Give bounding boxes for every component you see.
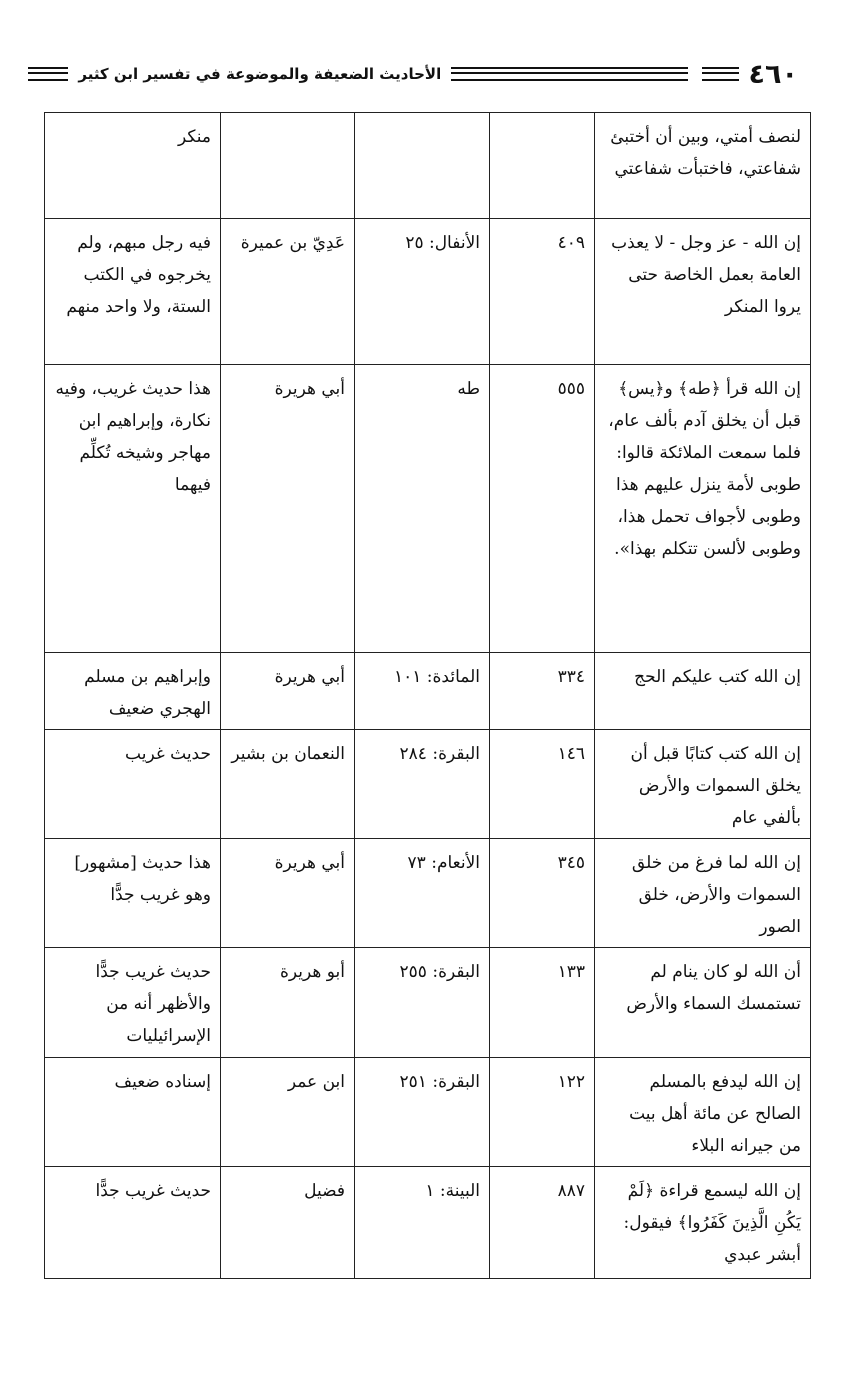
hadith-number: [490, 113, 595, 219]
table-row: [45, 730, 811, 839]
hadith-grade: هذا حديث غريب، وفيه نكارة، وإبراهيم ابن مهاجر وشيخه تُكلِّم فيهما: [45, 365, 221, 653]
hadith-text: إن الله ليسمع قراءة ﴿لَمْ يَكُنِ الَّذِينَ كَفَرُوا﴾ فيقول: أبشر عبدي: [595, 1167, 811, 1279]
page-header: [28, 56, 798, 92]
hadith-text: إن الله قرأ ﴿طه﴾ و﴿يس﴾ قبل أن يخلق آدم بألف عام، فلما سمعت الملائكة قالوا: طوبى لأمة ينزل عليهم هذا وطوبى لأجواف تحمل هذا، وطوبى لألسن تتكلم بهذا».: [595, 365, 811, 653]
narrator: ابن عمر: [221, 1058, 355, 1167]
verse-reference: الأنفال: ٢٥: [355, 219, 490, 365]
narrator: أبي هريرة: [221, 839, 355, 948]
hadith-grade: حديث غريب جدًّا: [45, 1167, 221, 1279]
verse-reference: البينة: ١: [355, 1167, 490, 1279]
hadith-text: إن الله كتب عليكم الحج: [595, 653, 811, 730]
hadith-table: [44, 112, 811, 1279]
hadith-number: ١٤٦: [490, 730, 595, 839]
hadith-number: ١٢٢: [490, 1058, 595, 1167]
hadith-grade: وإبراهيم بن مسلم الهجري ضعيف: [45, 653, 221, 730]
narrator: أبي هريرة: [221, 653, 355, 730]
hadith-grade: حديث غريب جدًّا والأظهر أنه من الإسرائيليات: [45, 948, 221, 1058]
header-rule-short: [702, 67, 739, 81]
verse-reference: البقرة: ٢٥١: [355, 1058, 490, 1167]
verse-reference: البقرة: ٢٨٤: [355, 730, 490, 839]
header-rule-end: [28, 67, 68, 81]
narrator: النعمان بن بشير: [221, 730, 355, 839]
hadith-number: ٣٣٤: [490, 653, 595, 730]
hadith-number: ٤٠٩: [490, 219, 595, 365]
hadith-grade: إسناده ضعيف: [45, 1058, 221, 1167]
verse-reference: [355, 113, 490, 219]
hadith-number: ٥٥٥: [490, 365, 595, 653]
narrator: أبي هريرة: [221, 365, 355, 653]
table-row: [45, 219, 811, 365]
hadith-grade: هذا حديث [مشهور] وهو غريب جدًّا: [45, 839, 221, 948]
narrator: عَدِيّ بن عميرة: [221, 219, 355, 365]
book-title: الأحاديث الضعيفة والموضوعة في تفسير ابن كثير: [78, 65, 442, 83]
table-row: [45, 948, 811, 1058]
hadith-text: إن الله كتب كتابًا قبل أن يخلق السموات والأرض بألفي عام: [595, 730, 811, 839]
hadith-number: ١٣٣: [490, 948, 595, 1058]
narrator: أبو هريرة: [221, 948, 355, 1058]
table-row: [45, 365, 811, 653]
hadith-text: إن الله ليدفع بالمسلم الصالح عن مائة أهل بيت من جيرانه البلاء: [595, 1058, 811, 1167]
hadith-grade: فيه رجل مبهم، ولم يخرجوه في الكتب الستة، ولا واحد منهم: [45, 219, 221, 365]
verse-reference: البقرة: ٢٥٥: [355, 948, 490, 1058]
table-row: [45, 653, 811, 730]
verse-reference: المائدة: ١٠١: [355, 653, 490, 730]
verse-reference: الأنعام: ٧٣: [355, 839, 490, 948]
page-number: ٤٦٠: [748, 58, 798, 90]
table-row: [45, 839, 811, 948]
table-row: [45, 1167, 811, 1279]
hadith-number: ٣٤٥: [490, 839, 595, 948]
hadith-text: إن الله - عز وجل - لا يعذب العامة بعمل الخاصة حتى يروا المنكر: [595, 219, 811, 365]
hadith-text: أن الله لو كان ينام لم تستمسك السماء والأرض: [595, 948, 811, 1058]
header-rule-middle: [451, 67, 688, 81]
hadith-grade: حديث غريب: [45, 730, 221, 839]
hadith-text: لنصف أمتي، وبين أن أختبئ شفاعتي، فاختبأت شفاعتي: [595, 113, 811, 219]
narrator: فضيل: [221, 1167, 355, 1279]
hadith-text: إن الله لما فرغ من خلق السموات والأرض، خلق الصور: [595, 839, 811, 948]
hadith-number: ٨٨٧: [490, 1167, 595, 1279]
table-row: [45, 1058, 811, 1167]
hadith-grade: منكر: [45, 113, 221, 219]
table-row: [45, 113, 811, 219]
narrator: [221, 113, 355, 219]
verse-reference: طه: [355, 365, 490, 653]
